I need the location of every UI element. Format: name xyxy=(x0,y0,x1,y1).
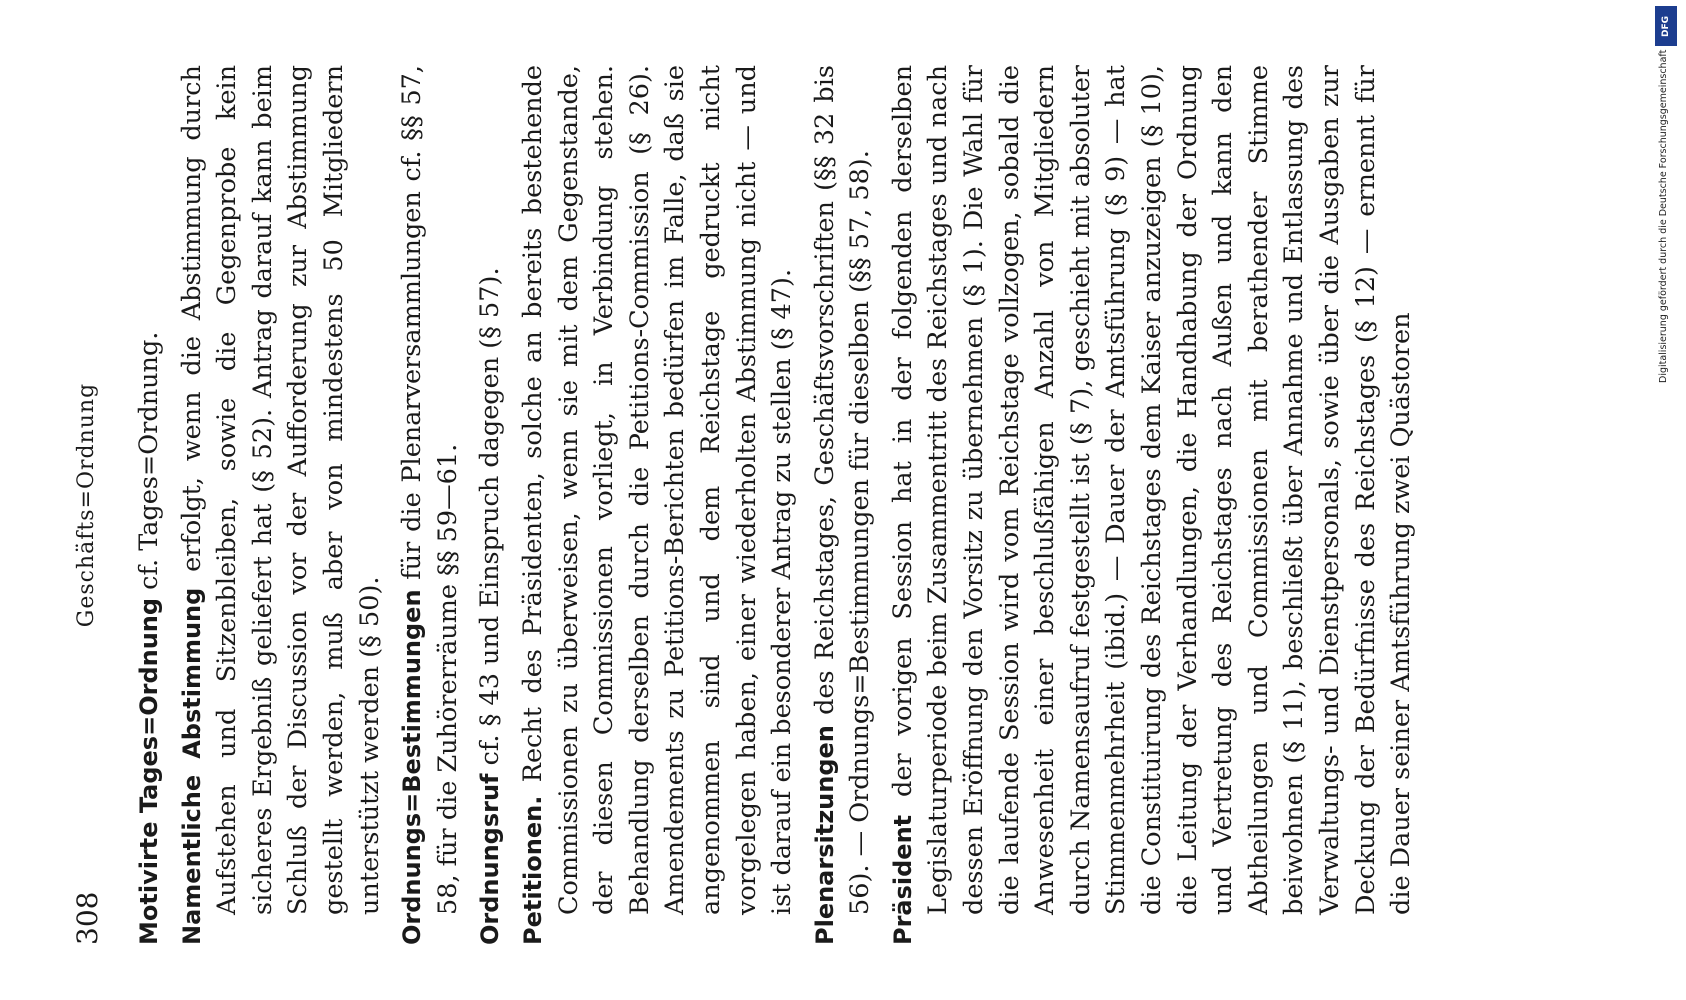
entry-text: cf. § 43 und Einspruch dagegen (§ 57). xyxy=(475,267,506,774)
index-entry xyxy=(516,65,801,945)
running-title: Geschäfts=Ordnung xyxy=(74,382,99,628)
index-entry xyxy=(808,65,879,945)
entry-term: Präsident xyxy=(888,814,917,945)
index-entry xyxy=(473,65,509,945)
running-head xyxy=(70,65,106,945)
index-entry xyxy=(132,65,168,945)
entry-text: der vorigen Session hat in der folgenden derselben Legislaturperiode beim Zusammentritt des Reichstages und nach dessen Eröffnung den Vorsitz zu übernehmen (§ 1). Die Wahl für die laufende Session wird vom Reichstage vollzogen, sobald die Anwesenheit einer beschlußfähigen Anzahl von Mitgliedern durch Namensaufruf festgestellt ist (§ 7), geschieht mit absoluter Stimmenmehrheit (ibid.) — Dauer der Amtsführung (§ 9) — hat die Constituirung des Reichstages dem Kaiser anzuzeigen (§ 10), die Leitung der Verhandlungen, die Handhabung der Ordnung und Vertretung des Reichstages nach Außen und kann den Abtheilungen und Commissionen mit berathender Stimme beiwohnen (§ 11), beschließt über Annahme und Entlassung des Verwaltungs- und Dienstpersonals, sowie über die Ausgaben zur Deckung der Bedürfnisse des Reichstages (§ 12) — ernennt für die Dauer seiner Amtsführung zwei Quästoren xyxy=(887,65,1417,915)
entry-term: Motivirte Tages=Ordnung xyxy=(135,597,163,945)
index-entry xyxy=(175,65,389,945)
index-entries xyxy=(132,65,1427,945)
entry-term: Ordnungsruf xyxy=(476,773,505,945)
rotated-book-page xyxy=(70,65,1590,945)
entry-term: Namentliche Abstimmung xyxy=(177,587,206,945)
entry-text: cf. Tages=Ordnung. xyxy=(134,331,164,598)
entry-text: für die Plenarversammlungen cf. §§ 57, 58, für die Zuhörerräume §§ 59—61. xyxy=(397,65,463,915)
entry-text: des Reichstages, Geschäftsvorschriften (§§ 32 bis 56). — Ordnungs=Bestimmungen für dieselben (§§ 57, 58). xyxy=(809,65,876,915)
entry-term: Petitionen. xyxy=(518,795,547,945)
entry-term: Plenarsitzungen xyxy=(810,725,839,945)
index-entry xyxy=(395,65,466,945)
entry-term: Ordnungs=Bestimmungen xyxy=(398,589,427,945)
page-number: 308 xyxy=(71,891,104,945)
digitization-credit: Digitalisierung gefördert durch die Deutsche Forschungsgemeinschaft xyxy=(1658,50,1669,384)
entry-text: erfolgt, wenn die Abstimmung durch Aufstehen und Sitzenbleiben, sowie die Gegenprobe kein sicheres Ergebniß geliefert hat (§ 52). Antrag darauf kann beim Schluß der Discussion vor der Aufforderung zur Abstimmung gestellt werden, muß aber von mindestens 50 Mitgliedern unterstützt werden (§ 50). xyxy=(176,65,385,915)
entry-text: Recht des Präsidenten, solche an bereits bestehende Commissionen zu überweisen, wenn sie mit dem Gegenstande, der diesen Commissionen vorliegt, in Verbindung stehen. Behandlung derselben durch die Petitions-Commission (§ 26). Amendements zu Petitions-Berichten bedürfen im Falle, daß sie angenommen sind und dem Reichstage gedruckt nicht vorgelegen haben, einer wiederholten Abstimmung nicht — und ist darauf ein besonderer Antrag zu stellen (§ 47). xyxy=(517,65,798,915)
dfg-logo: DFG xyxy=(1655,6,1677,46)
index-entry xyxy=(886,65,1420,945)
